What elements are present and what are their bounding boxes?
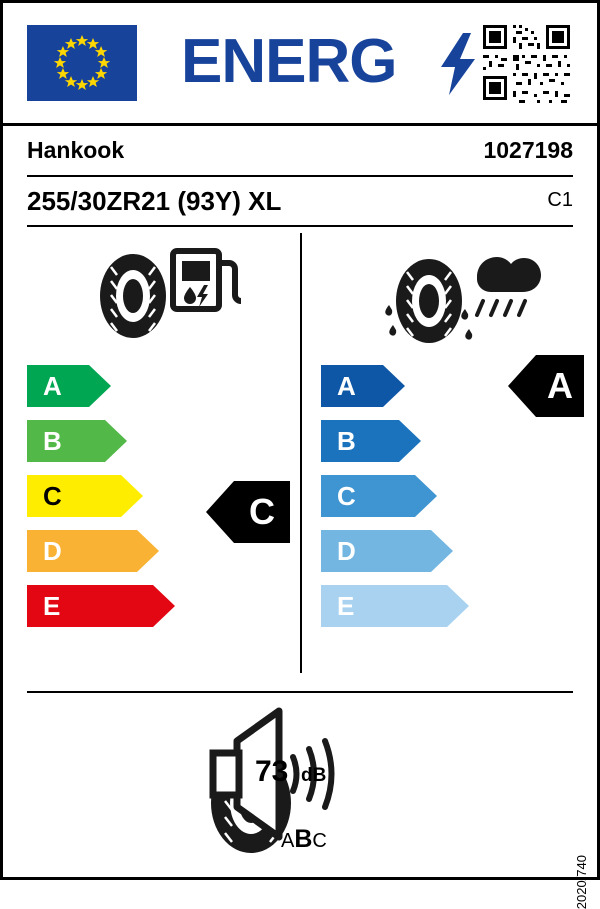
wet-grade-letter: C xyxy=(337,480,356,511)
eu-flag-icon xyxy=(27,25,137,101)
wet-grade-scale xyxy=(321,365,469,640)
fuel-grade-row xyxy=(27,365,175,407)
wet-result-letter: A xyxy=(547,365,573,406)
noise-class-b: B xyxy=(294,825,313,853)
qr-code-icon xyxy=(483,25,573,103)
model-code: 1027198 xyxy=(483,137,573,163)
fuel-result-letter: C xyxy=(249,491,275,532)
noise-class-scale xyxy=(281,825,327,854)
wet-grade-row xyxy=(321,530,469,572)
fuel-result-badge xyxy=(206,481,290,543)
fuel-grade-letter: D xyxy=(43,535,62,566)
noise-unit: dB xyxy=(301,765,327,786)
size-divider xyxy=(27,225,573,227)
noise-class-c: C xyxy=(312,830,327,852)
regulation-code: 2020/740 xyxy=(574,855,589,909)
column-divider xyxy=(300,233,302,673)
fuel-grade-letter: E xyxy=(43,590,61,621)
fuel-grade-letter: C xyxy=(43,480,62,511)
fuel-grade-row xyxy=(27,420,175,462)
header-divider xyxy=(3,123,597,126)
lightning-bolt-icon xyxy=(441,33,477,95)
wet-grade-row xyxy=(321,475,469,517)
brand-divider xyxy=(27,175,573,177)
fuel-grade-row xyxy=(27,585,175,627)
wet-grade-letter: E xyxy=(337,590,355,621)
noise-value: 73 xyxy=(255,755,289,788)
fuel-grade-row xyxy=(27,475,175,517)
tyre-fuel-pump-icon xyxy=(78,241,248,341)
wet-grade-row xyxy=(321,585,469,627)
energy-wordmark: ENERG xyxy=(181,27,397,96)
brand-name: Hankook xyxy=(27,137,125,163)
label-header xyxy=(3,3,597,123)
noise-class-a: A xyxy=(281,830,295,852)
fuel-grade-letter: A xyxy=(43,370,62,401)
eu-flag-stars xyxy=(27,25,137,101)
tyre-size: 255/30ZR21 (93Y) XL xyxy=(27,186,282,216)
fuel-grade-row xyxy=(27,530,175,572)
noise-section xyxy=(3,693,597,878)
tyre-class: C1 xyxy=(547,189,573,211)
wet-result-badge xyxy=(508,355,584,417)
wet-grade-letter: A xyxy=(337,370,356,401)
wet-grade-row xyxy=(321,365,469,407)
tyre-rain-cloud-icon xyxy=(373,239,543,349)
fuel-grade-scale xyxy=(27,365,175,640)
wet-grade-letter: B xyxy=(337,425,356,456)
fuel-grade-letter: B xyxy=(43,425,62,456)
wet-grade-row xyxy=(321,420,469,462)
wet-grade-letter: D xyxy=(337,535,356,566)
